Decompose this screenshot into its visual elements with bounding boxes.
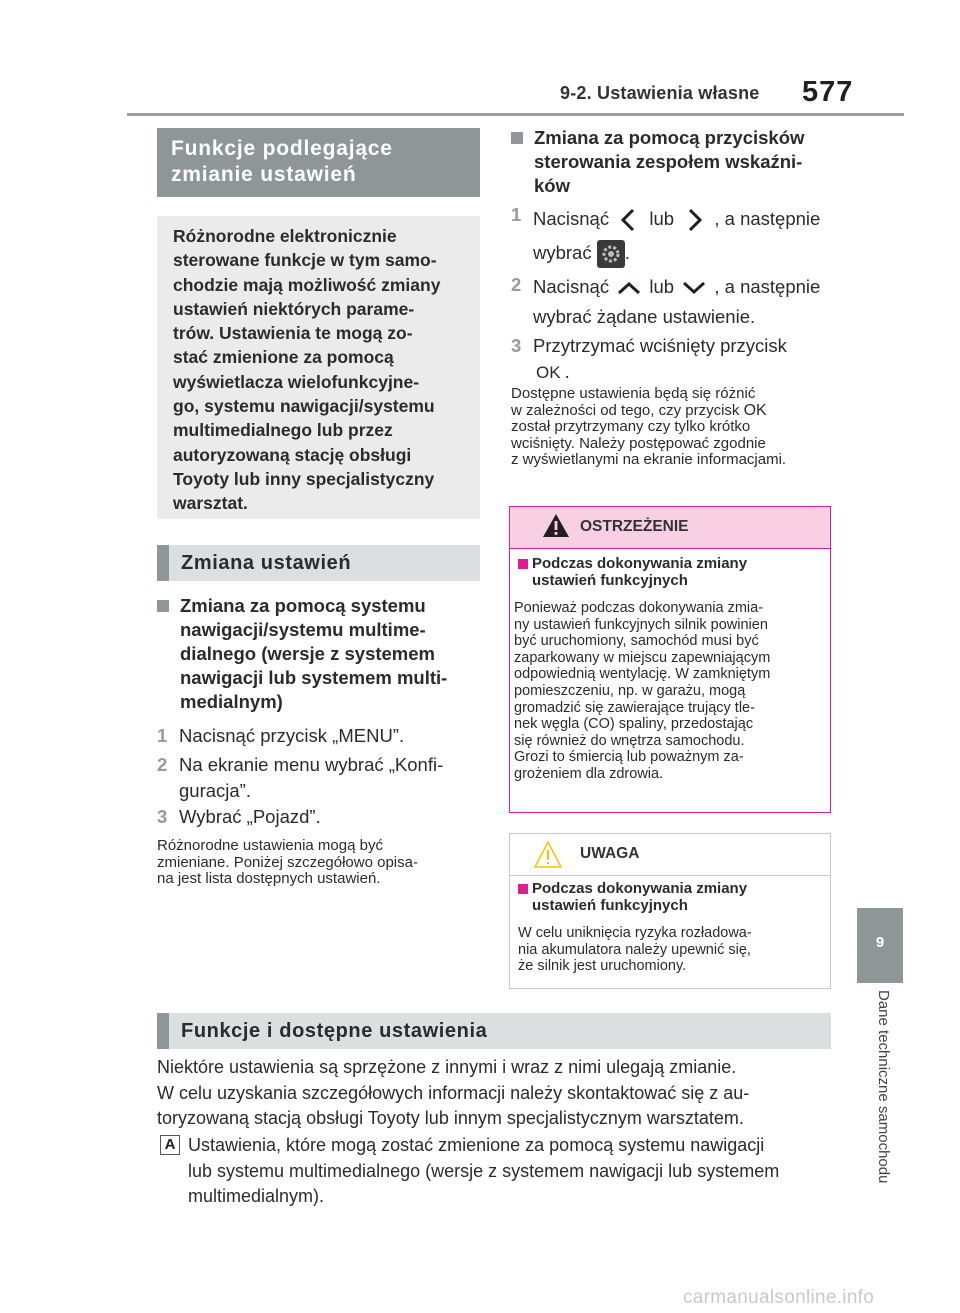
right-step-2 — [511, 272, 841, 332]
section-heading-functions-settings: Funkcje i dostępne ustawienia — [157, 1013, 831, 1049]
step-number: 2 — [511, 274, 522, 295]
right-step-1 — [511, 202, 841, 272]
item-line: lub systemu multimedialnego (wersje z systemem nawigacji lub systemem — [188, 1160, 780, 1181]
notice-subheading-text — [532, 880, 747, 914]
right-note — [511, 386, 841, 469]
gear-icon — [597, 240, 625, 268]
chapter-tab: 9 — [857, 908, 903, 983]
body-line: Grozi to śmiercią lub poważnym za- — [514, 749, 744, 766]
step-word: , a następnie — [714, 208, 821, 229]
item-letter-label: A — [160, 1135, 180, 1155]
step-text — [179, 752, 443, 804]
step-text: Wybrać „Pojazd”. — [179, 806, 321, 827]
intro-line: wyświetlacza wielofunkcyjne- — [173, 371, 420, 392]
intro-line: chodzie mają możliwość zmiany — [173, 274, 441, 295]
notice-subheading — [518, 880, 823, 916]
subheading-line: Podczas dokonywania zmiany — [532, 555, 748, 572]
intro-line: trów. Ustawienia te mogą zo- — [173, 323, 413, 344]
notice-body — [518, 925, 828, 975]
body-line: zaparkowany w miejscu zapewniającym — [514, 649, 771, 666]
section-heading-functions — [157, 128, 480, 197]
body-line: gromadzić się zawierające trujący tle- — [514, 699, 755, 716]
running-header-section: 9-2. Ustawienia własne — [560, 83, 760, 103]
watermark: carmanualsonline.info — [683, 1287, 875, 1308]
step-word: . — [624, 242, 630, 263]
notice-header — [510, 834, 830, 876]
warning-body — [514, 600, 828, 783]
para-line: toryzowaną stacją obsługi Toyoty lub innym specjalistycznym warsztatem. — [157, 1108, 744, 1128]
subheading-text — [180, 594, 447, 714]
item-line: multimedialnym). — [188, 1186, 325, 1206]
body-line: ny ustawień funkcyjnych silnik powinien — [514, 616, 768, 633]
step-number: 1 — [157, 725, 168, 746]
subheading-text — [534, 126, 804, 198]
step-number: 3 — [511, 335, 522, 356]
subheading-line: Zmiana za pomocą przycisków — [534, 127, 805, 148]
subheading-line: Podczas dokonywania zmiany — [532, 880, 748, 897]
body-line: Ponieważ podczas dokonywania zmia- — [514, 600, 764, 616]
heading-line: Funkcje podlegające — [171, 137, 393, 160]
note-line: zmieniane. Poniżej szczegółowo opisa- — [157, 853, 418, 871]
item-line: Ustawienia, które mogą zostać zmienione za pomocą systemu nawigacji — [188, 1135, 765, 1155]
ok-button-symbol: OK — [536, 363, 561, 382]
subheading-line: medialnym) — [180, 691, 283, 712]
step-line — [533, 272, 820, 302]
chevron-right-icon — [679, 207, 709, 233]
step-word: Nacisnąć — [533, 276, 610, 297]
subheading-line: ustawień funkcyjnych — [532, 572, 688, 589]
para-line: W celu uzyskania szczegółowych informacji należy skontaktować się z au- — [157, 1082, 750, 1103]
step-line — [533, 236, 820, 270]
subheading-line: dialnego (wersje z systemem — [180, 643, 435, 664]
body-line: się również do wnętrza samochodu. — [514, 732, 745, 749]
body-line: grożeniem dla zdrowia. — [514, 765, 664, 782]
chevron-left-icon — [614, 207, 644, 233]
square-bullet-icon — [157, 600, 169, 612]
subheading-line: nawigacji lub systemem multi- — [180, 667, 448, 688]
square-bullet-icon — [511, 132, 523, 144]
header-rule — [127, 113, 904, 116]
page-number: 577 — [802, 76, 854, 108]
step-line — [533, 202, 820, 236]
intro-line: Różnorodne elektronicznie — [173, 226, 397, 246]
para-line: Niektóre ustawienia są sprzężone z innymi i wraz z nimi ulegają zmianie. — [157, 1057, 737, 1077]
subheading-line: Zmiana za pomocą systemu — [180, 595, 426, 616]
note-line: Różnorodne ustawienia mogą być — [157, 837, 383, 854]
step-word: Nacisnąć — [533, 208, 610, 229]
notice-title: UWAGA — [580, 845, 640, 862]
item-a-text — [188, 1133, 848, 1210]
warning-header — [510, 507, 830, 549]
step-line: Na ekranie menu wybrać „Konfi- — [179, 754, 444, 775]
subheading-line: ustawień funkcyjnych — [532, 897, 688, 914]
section-heading-change-settings: Zmiana ustawień — [157, 545, 480, 581]
note-line: w zależności od tego, czy przycisk OK — [511, 401, 767, 419]
chapter-side-label — [866, 990, 896, 1232]
step-word: . — [564, 361, 570, 382]
body-line: odpowiednią wentylację. W zamkniętym — [514, 666, 771, 683]
body-line: nia akumulatora należy upewnić się, — [518, 941, 751, 958]
chapter-side-label-text: Dane techniczne samochodu — [875, 990, 892, 1184]
warning-subheading — [518, 555, 823, 591]
step-line: wybrać żądane ustawienie. — [533, 306, 756, 327]
note-line: został przytrzymany czy tylko krótko — [511, 418, 751, 435]
step-word: lub — [649, 276, 675, 297]
chevron-up-icon — [614, 278, 644, 298]
intro-line: multimedialnego lub przez — [173, 420, 393, 441]
notice-box — [509, 833, 831, 989]
step-line — [533, 359, 787, 386]
intro-line: go, systemu nawigacji/systemu — [173, 396, 435, 417]
subheading-navigation — [157, 594, 480, 718]
step-text — [533, 202, 820, 270]
intro-line: warsztat. — [173, 493, 248, 514]
note-line: na jest lista dostępnych ustawień. — [157, 870, 381, 887]
body-line: być uruchomiony, samochód musi być — [514, 633, 759, 650]
square-bullet-icon — [518, 884, 528, 894]
note-line: wciśnięty. Należy postępować zgodnie — [511, 434, 766, 452]
subheading-line: ków — [534, 175, 570, 196]
bottom-paragraph — [157, 1055, 847, 1132]
square-bullet-icon — [518, 559, 528, 569]
warning-box — [509, 506, 831, 813]
warning-triangle-icon — [542, 513, 570, 538]
body-line: nek węgla (CO) spaliny, przedostając — [514, 716, 754, 733]
body-line: W celu uniknięcia ryzyka rozładowa- — [518, 925, 752, 941]
body-line: pomieszczeniu, np. w garażu, mogą — [514, 682, 746, 699]
step-word: wybrać — [533, 242, 592, 263]
step-number: 1 — [511, 204, 522, 225]
intro-line: stać zmienione za pomocą — [173, 347, 394, 368]
step-2 — [157, 752, 480, 804]
step-number: 3 — [157, 806, 168, 827]
subheading-line: sterowania zespołem wskaźni- — [534, 151, 803, 172]
intro-line: autoryzowaną stację obsługi — [173, 444, 412, 465]
intro-box — [157, 216, 480, 519]
left-note — [157, 838, 480, 888]
step-3 — [157, 804, 480, 830]
step-word: , a następnie — [714, 276, 821, 297]
intro-line: sterowane funkcje w tym samo- — [173, 250, 437, 271]
step-text — [533, 333, 787, 386]
ok-button-symbol: OK — [743, 401, 767, 419]
step-word: lub — [649, 208, 675, 229]
note-line: z wyświetlanymi na ekranie informacjami. — [511, 451, 787, 468]
intro-line: ustawień niektórych parame- — [173, 298, 415, 319]
caution-triangle-icon — [534, 841, 562, 868]
subheading-instrument-controls — [511, 126, 841, 200]
heading-line: zmianie ustawień — [171, 163, 357, 186]
warning-title: OSTRZEŻENIE — [580, 518, 689, 535]
step-line: Przytrzymać wciśnięty przycisk — [533, 335, 787, 356]
chevron-down-icon — [679, 278, 709, 298]
step-text: Nacisnąć przycisk „MENU”. — [179, 725, 405, 746]
right-step-3 — [511, 333, 841, 387]
body-line: że silnik jest uruchomiony. — [518, 958, 687, 975]
warning-subheading-text — [532, 555, 747, 589]
step-1 — [157, 723, 480, 749]
note-line: Dostępne ustawienia będą się różnić — [511, 385, 756, 402]
subheading-line: nawigacji/systemu multime- — [180, 619, 426, 640]
step-text — [533, 272, 820, 332]
step-number: 2 — [157, 754, 168, 775]
step-line: guracja”. — [179, 780, 251, 801]
intro-line: Toyoty lub inny specjalistyczny — [173, 468, 435, 489]
